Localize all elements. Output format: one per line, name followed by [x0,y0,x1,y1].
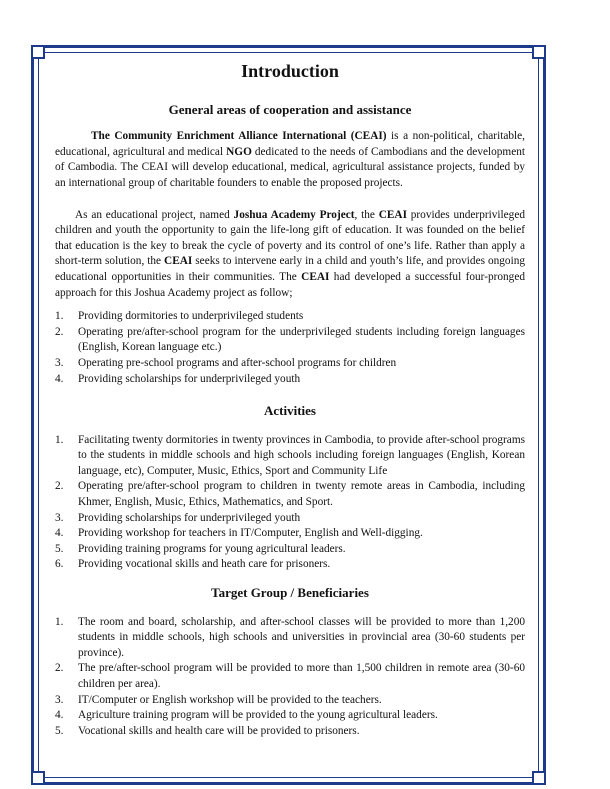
project-name: Joshua Academy Project [233,208,355,221]
list-number: 2. [55,662,64,675]
list-item [55,724,525,740]
list-number: 1. [55,310,64,323]
para-text: is a non-political, charitable, educational, agricultural and medical [55,130,525,158]
border-corner-ornament [31,45,45,59]
list-number: 4. [55,527,64,540]
ngo-term: NGO [226,145,252,158]
list-item [55,526,525,542]
list-item [55,542,525,558]
list-number: 1. [55,433,64,446]
section-heading-general: General areas of cooperation and assistance [168,101,412,117]
list-item-text: Providing workshop for teachers in IT/Computer, English and Well-digging. [78,527,423,540]
list-item [55,708,525,724]
list-item [55,356,525,372]
list-item [55,557,525,573]
list-number: 3. [55,356,64,369]
list-item [55,693,525,709]
border-corner-ornament [532,771,546,785]
list-item-text: Facilitating twenty dormitories in twenty provinces in Cambodia, to provide after-school programs to the students in middle schools and high schools including foreign languages (English, Korean language, etc), Computer, Music, Ethics, Sport and Community Life [78,433,525,477]
list-number: 6. [55,558,64,571]
list-number: 2. [55,325,64,338]
list-number: 2. [55,480,64,493]
list-number: 5. [55,724,64,737]
list-item-text: The room and board, scholarship, and after-school classes will be provided to more than 1,200 students in middle schools, high schools and universities in provincial area (30-60 students per province). [78,615,525,659]
section-heading-activities: Activities [264,403,316,419]
border-corner-ornament [532,45,546,59]
ceai-term: CEAI [378,208,407,221]
org-name: The Community Enrichment Alliance International (CEAI) [91,130,387,143]
list-number: 4. [55,709,64,722]
list-item-text: The pre/after-school program will be provided to more than 1,500 children in remote area (30-60 children per area). [78,662,525,690]
para-text: had developed a successful four-pronged approach for this Joshua Academy project as follow; [55,270,525,299]
list-item [55,661,525,692]
list-item-text: Vocational skills and health care will be provided to prisoners. [78,724,360,737]
document-body [55,58,525,739]
para-text: As an educational project, named [75,208,234,221]
list-item [55,511,525,527]
section-heading-target: Target Group / Beneficiaries [211,585,369,601]
page-title: Introduction [241,61,339,81]
list-item-text: Agriculture training program will be provided to the young agricultural leaders. [78,709,438,722]
para-text: provides underprivileged children and youth the opportunity to gain the life-long gift of education. It was founded on the belief that education is the key to break the cycle of poverty and its control of one’s life. Rather than apply a short-term solution, the [55,208,525,268]
para-text: seeks to intervene early in a child and youth’s life, and provides ongoing educational opportunities in their communities. The [55,255,526,283]
list-item [55,309,525,325]
list-item-text: Providing scholarships for underprivileged youth [78,372,301,385]
list-item-text: Operating pre-school programs and after-school programs for children [78,356,397,369]
list-item-text: Providing vocational skills and heath care for prisoners. [78,558,331,571]
list-item-text: Operating pre/after-school program to children in twenty remote areas in Cambodia, including Khmer, English, Music, Ethics, Mathematics, and Sport. [78,480,525,509]
approach-list [55,309,525,387]
list-number: 1. [55,615,64,628]
para-text: dedicated to the needs of Cambodians and the development of Cambodia. The CEAI will develop educational, medical, agricultural assistance projects, funded by an international group of charitable founders to enable the proposed projects. [55,145,526,189]
list-item-text: Providing dormitories to underprivileged students [78,310,304,323]
intro-paragraph-1 [55,129,525,191]
list-number: 3. [55,511,64,524]
border-corner-ornament [31,771,45,785]
list-item [55,615,525,662]
list-number: 4. [55,372,64,385]
list-number: 3. [55,693,64,706]
list-item-text: Operating pre/after-school program for the underprivileged students including foreign languages (English, Korean language etc.) [78,325,525,354]
list-item-text: Providing scholarships for underprivileged youth [78,511,301,524]
beneficiaries-list [55,615,525,740]
list-item [55,479,525,510]
list-item-text: Providing training programs for young agricultural leaders. [78,542,346,555]
list-item [55,372,525,388]
list-item [55,433,525,480]
para-text: , the [354,208,379,221]
ceai-term: CEAI [301,270,330,283]
ceai-term: CEAI [164,255,193,268]
list-item-text: IT/Computer or English workshop will be provided to the teachers. [78,693,382,706]
intro-paragraph-2 [55,208,525,302]
activities-list [55,433,525,573]
list-item [55,325,525,356]
list-number: 5. [55,542,64,555]
